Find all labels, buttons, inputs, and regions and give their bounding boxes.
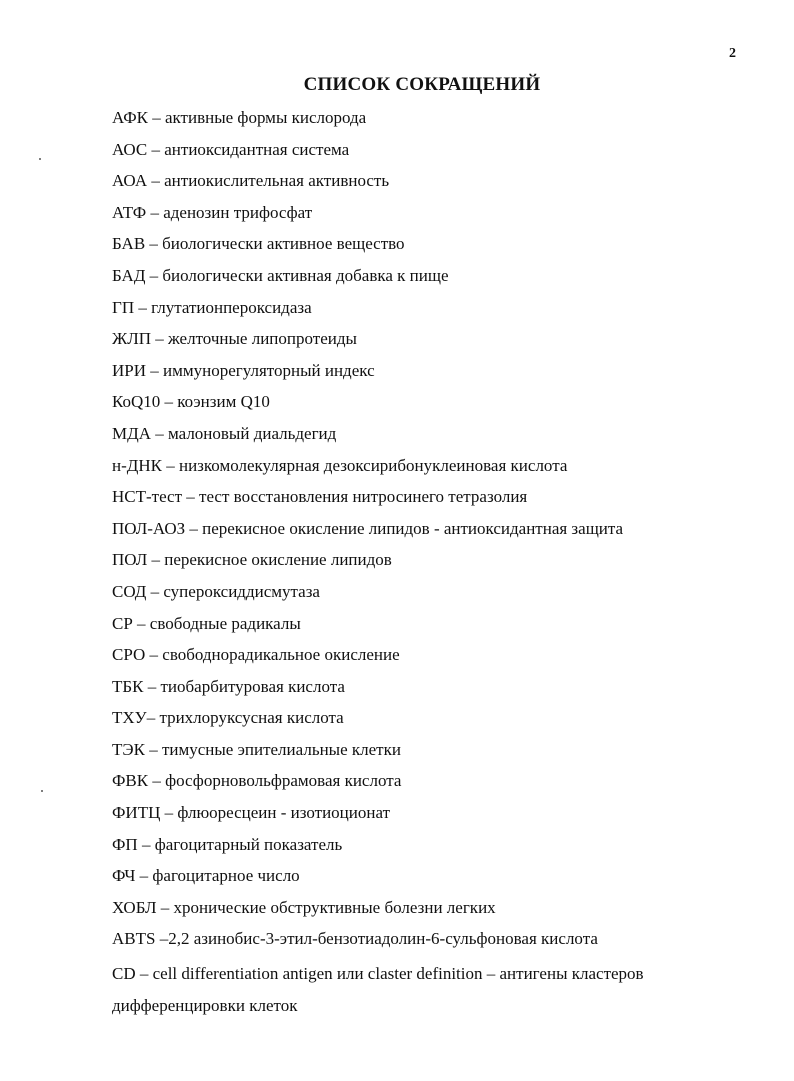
abbreviation-entry-cd: CD – cell differentiation antigen или claster definition – антигены кластеров дифференцировки клеток [112, 964, 644, 1015]
abbreviation-entry-fch: ФЧ – фагоцитарное число [112, 866, 300, 886]
abbreviation-entry-sr: СР – свободные радикалы [112, 613, 301, 633]
abbreviation-entry-aoa: АОА – антиокислительная активность [112, 171, 390, 191]
abbreviation-entry-gp: ГП – глутатионпероксидаза [112, 297, 312, 317]
page-number: 2 [729, 46, 736, 61]
page-title: СПИСОК СОКРАЩЕНИЙ [303, 74, 541, 95]
abbreviation-entry-atf: АТФ – аденозин трифосфат [112, 202, 313, 222]
scan-speck [41, 790, 43, 792]
abbreviation-entry-bav: БАВ – биологически активное вещество [112, 234, 405, 254]
abbreviation-entry-sro: СРО – свободнорадикальное окисление [112, 645, 400, 665]
abbreviation-entry-tek: ТЭК – тимусные эпителиальные клетки [112, 739, 401, 759]
scan-speck [39, 158, 41, 160]
abbreviation-entry-bad: БАД – биологически активная добавка к пище [112, 265, 449, 285]
abbreviation-entry-fvk: ФВК – фосфорновольфрамовая кислота [112, 771, 402, 791]
abbreviation-entry-afk: АФК – активные формы кислорода [112, 108, 367, 127]
abbreviation-entry-pol-aoz: ПОЛ-АОЗ – перекисное окисление липидов - антиоксидантная защита [112, 518, 624, 538]
abbreviation-entry-zhlp: ЖЛП – желточные липопротеиды [112, 329, 357, 349]
abbreviation-entry-mda: МДА – малоновый диальдегид [112, 423, 337, 443]
abbreviation-entry-fp: ФП – фагоцитарный показатель [112, 834, 343, 854]
abbreviation-entry-tbk: ТБК – тиобарбитуровая кислота [112, 676, 345, 696]
abbreviation-entry-nst-test: НСТ-тест – тест восстановления нитросинего тетразолия [112, 487, 528, 507]
abbreviation-entry-abts: ABTS –2,2 азинобис-3-этил-бензотиадолин-6-сульфоновая кислота [112, 929, 598, 949]
abbreviation-entry-thu: ТХУ– трихлоруксусная кислота [112, 708, 344, 728]
abbreviation-entry-iri: ИРИ – иммунорегуляторный индекс [112, 360, 375, 380]
abbreviation-entry-fitc: ФИТЦ – флюоресцеин - изотиоционат [112, 803, 391, 823]
abbreviation-entry-pol: ПОЛ – перекисное окисление липидов [112, 550, 392, 570]
abbreviation-entry-n-dnk: н-ДНК – низкомолекулярная дезоксирибонуклеиновая кислота [112, 455, 568, 475]
abbreviation-entry-sod: СОД – супероксиддисмутаза [112, 581, 320, 601]
abbreviation-entry-koq10: КоQ10 – коэнзим Q10 [112, 392, 270, 412]
abbreviation-entry-hobl: ХОБЛ – хронические обструктивные болезни легких [112, 897, 496, 917]
abbreviation-list [112, 105, 774, 1021]
abbreviation-entry-aos: АОС – антиоксидантная система [112, 139, 350, 159]
